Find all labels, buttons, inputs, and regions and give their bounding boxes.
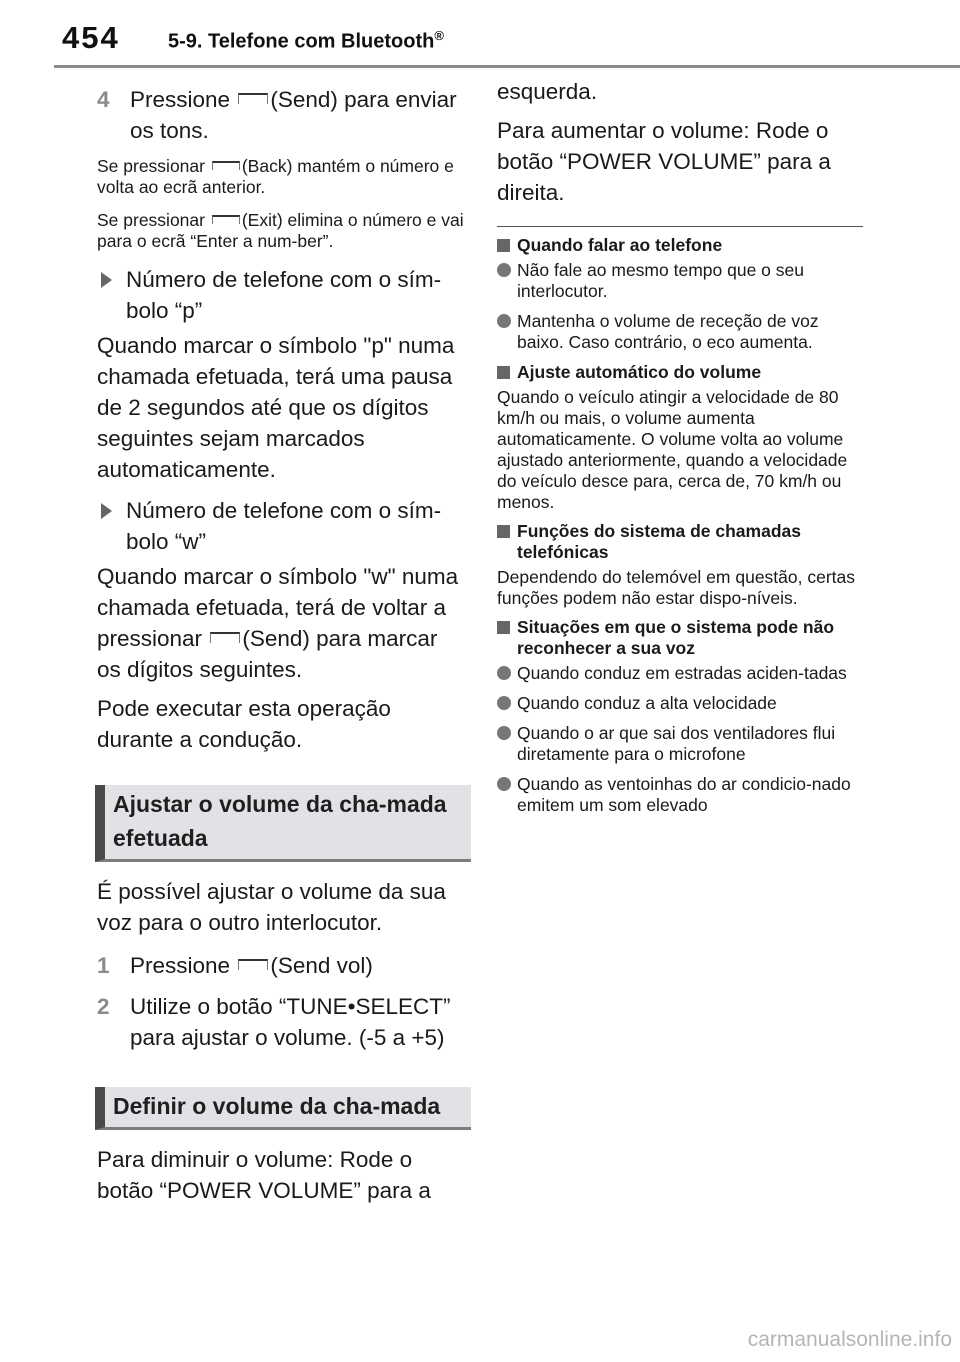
subsection-title: Ajuste automático do volume (517, 362, 762, 382)
bullet-dot-icon (497, 696, 511, 710)
triangle-marker-icon (101, 503, 112, 519)
w-symbol-body-2: Pode executar esta operação durante a condução. (97, 696, 391, 752)
header-rule (54, 65, 960, 68)
bullet-dot-icon (497, 314, 511, 328)
registered-mark: ® (434, 28, 444, 43)
p-symbol-heading-text: Número de telefone com o sím-bolo “p” (126, 267, 442, 323)
list-item-text: Quando as ventoinhas do ar condicio-nado emitem um som elevado (517, 774, 851, 815)
subsection-heading (497, 362, 863, 383)
square-marker-icon (497, 525, 510, 538)
step-number: 2 (97, 994, 110, 1019)
section-box-heading: Ajustar o volume da cha-mada efetuada (95, 785, 471, 862)
screen-button-icon (238, 959, 268, 970)
step-1 (97, 950, 465, 981)
p-symbol-body: Quando marcar o símbolo "p" numa chamada efetuada, terá uma pausa de 2 segundos até que os dígitos seguintes sejam marcados automaticamente. (97, 333, 455, 482)
list-item-text: Quando o ar que sai dos ventiladores flui diretamente para o microfone (517, 723, 836, 764)
continued-text: esquerda. (497, 79, 598, 104)
subsection-heading (497, 235, 863, 256)
step-2 (97, 991, 465, 1053)
step-text-post: (Send vol) (270, 953, 373, 978)
screen-button-icon (238, 93, 268, 104)
list-item-text: Quando conduz a alta velocidade (517, 693, 777, 713)
w-body-pre: Quando marcar o símbolo "w" numa chamada efetuada, terá de voltar a pressionar (97, 564, 459, 651)
box2-body: Para diminuir o volume: Rode o botão “POWER VOLUME” para a (97, 1147, 431, 1203)
list-item (497, 663, 863, 684)
subsection-title: Funções do sistema de chamadas telefónicas (517, 521, 801, 562)
right-column (497, 76, 863, 825)
list-item (497, 723, 863, 765)
section-box-heading: Definir o volume da cha-mada (95, 1087, 471, 1130)
screen-button-icon (212, 161, 240, 170)
screen-button-icon (210, 632, 240, 643)
step-text-pre: Pressione (130, 87, 231, 112)
subsection-body: Quando o veículo atingir a velocidade de 80 km/h ou mais, o volume aumenta automaticamente. O volume volta ao volume ajustado anteriormente, quando a velocidade do veículo desce para, cerca de, 70 km/h ou menos. (497, 387, 848, 512)
step-4 (97, 84, 465, 146)
list-item-text: Mantenha o volume de receção de voz baixo. Caso contrário, o eco aumenta. (517, 311, 819, 352)
note-exit (97, 210, 465, 252)
subsection-heading (497, 617, 863, 659)
subsection-title: Situações em que o sistema pode não reconhecer a sua voz (517, 617, 835, 658)
screen-button-icon (212, 215, 240, 224)
p-symbol-heading (97, 264, 465, 326)
note-back-pre: Se pressionar (97, 156, 205, 176)
step-number: 1 (97, 953, 110, 978)
divider (497, 226, 863, 227)
note-back (97, 156, 465, 198)
bullet-dot-icon (497, 726, 511, 740)
list-item (497, 260, 863, 302)
subsection-body: Dependendo do telemóvel em questão, certas funções podem não estar dispo-níveis. (497, 567, 856, 608)
w-body-post: (Send) para marcar os dígitos seguintes. (97, 626, 438, 682)
step-number: 4 (97, 87, 110, 112)
note-back-post: (Back) mantém o número e volta ao ecrã anterior. (97, 156, 454, 197)
step-text (130, 950, 373, 981)
page-number: 454 (62, 20, 120, 55)
left-column (97, 84, 465, 1214)
watermark: carmanualsonline.info (747, 1328, 952, 1351)
square-marker-icon (497, 366, 510, 379)
step-text-post: (Send) para enviar os tons. (130, 87, 457, 143)
note-exit-pre: Se pressionar (97, 210, 205, 230)
section-title-text: 5-9. Telefone com Bluetooth (168, 30, 435, 53)
list-item-text: Não fale ao mesmo tempo que o seu interlocutor. (517, 260, 804, 301)
bullet-dot-icon (497, 666, 511, 680)
triangle-marker-icon (101, 272, 112, 288)
note-exit-post: (Exit) elimina o número e vai para o ecrã “Enter a num-ber”. (97, 210, 464, 251)
list-item (497, 774, 863, 816)
step-text-pre: Pressione (130, 953, 231, 978)
step-text (130, 84, 465, 146)
subsection-title: Quando falar ao telefone (517, 235, 723, 255)
subsection-heading (497, 521, 863, 563)
section-title (168, 28, 444, 54)
square-marker-icon (497, 621, 510, 634)
list-item (497, 693, 863, 714)
w-symbol-heading (97, 495, 465, 557)
square-marker-icon (497, 239, 510, 252)
list-item-text: Quando conduz em estradas aciden-tadas (517, 663, 847, 683)
step-text: Utilize o botão “TUNE•SELECT” para ajustar o volume. (-5 a +5) (130, 994, 451, 1050)
bullet-dot-icon (497, 263, 511, 277)
w-symbol-heading-text: Número de telefone com o sím-bolo “w” (126, 498, 442, 554)
box1-body: É possível ajustar o volume da sua voz para o outro interlocutor. (97, 879, 446, 935)
w-symbol-body (97, 561, 465, 685)
bullet-dot-icon (497, 777, 511, 791)
increase-volume-text: Para aumentar o volume: Rode o botão “POWER VOLUME” para a direita. (497, 118, 831, 205)
list-item (497, 311, 863, 353)
page-header (0, 0, 960, 70)
